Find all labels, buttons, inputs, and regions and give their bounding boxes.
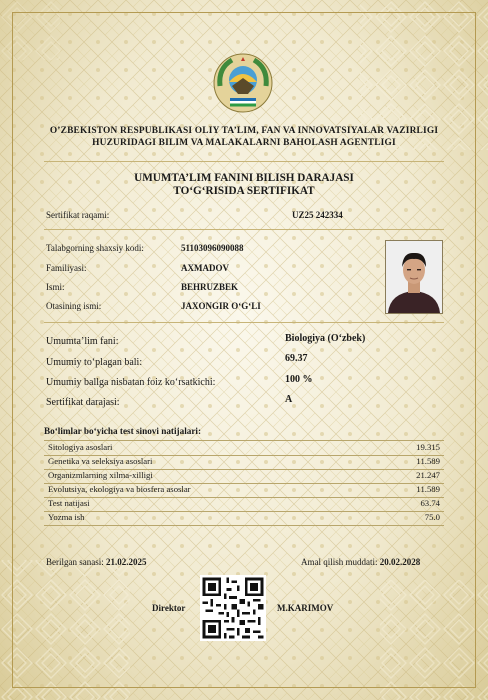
- table-row: [44, 455, 444, 469]
- valid-until-label: Amal qilish muddati:: [301, 557, 378, 567]
- divider: [44, 322, 444, 323]
- section-name: Yozma ish: [48, 512, 85, 522]
- percent-label: Umumiy ballga nisbatan foiz ko‘rsatkichi:: [46, 377, 216, 388]
- certificate-level-label: Sertifikat darajasi:: [46, 397, 120, 408]
- patronymic-value: JAXONGIR O‘G‘LI: [181, 301, 261, 311]
- valid-until-value: 20.02.2028: [379, 557, 421, 567]
- agency-name-line2: HUZURIDAGI BILIM VA MALAKALARNI BAHOLASH AGENTLIGI: [92, 138, 396, 148]
- personal-code-label: Talabgorning shaxsiy kodi:: [46, 243, 144, 253]
- certificate-title-line1: UMUMTA’LIM FANINI BILISH DARAJASI: [134, 172, 354, 184]
- table-row: [44, 497, 444, 511]
- table-row: [44, 511, 444, 525]
- table-row: [44, 483, 444, 497]
- patronymic-label: Otasining ismi:: [46, 301, 102, 311]
- table-row: [44, 469, 444, 483]
- section-name: Genetika va seleksiya asoslari: [48, 456, 153, 466]
- state-emblem-icon: [212, 52, 274, 114]
- percent-value: 100 %: [285, 374, 313, 385]
- section-name: Sitologiya asoslari: [48, 442, 113, 452]
- certificate-title-line2: TO‘G‘RISIDA SERTIFIKAT: [173, 185, 315, 197]
- table-row: [44, 441, 444, 455]
- section-score: 21.247: [416, 470, 440, 480]
- surname-label: Familiyasi:: [46, 263, 87, 273]
- holder-photo: [385, 240, 443, 314]
- issued-date-label: Berilgan sanasi:: [46, 557, 104, 567]
- certificate-number-value: UZ25 242334: [292, 210, 343, 220]
- valid-until: [301, 557, 420, 567]
- issued-date-value: 21.02.2025: [106, 557, 147, 567]
- issued-date: [46, 557, 147, 567]
- section-score: 75.0: [424, 512, 440, 522]
- subject-value: Biologiya (O‘zbek): [285, 333, 366, 344]
- divider: [44, 229, 444, 230]
- subject-label: Umumta’lim fani:: [46, 336, 119, 347]
- section-score: 11.589: [416, 456, 440, 466]
- certificate-number-label: Sertifikat raqami:: [46, 210, 110, 220]
- table-bottom-rule: [44, 525, 444, 526]
- section-score: 19.315: [416, 442, 440, 452]
- director-name: M.KARIMOV: [277, 603, 334, 613]
- total-score-value: 69.37: [285, 353, 308, 364]
- section-name: Organizmlarning xilma-xilligi: [48, 470, 153, 480]
- director-label: Direktor: [152, 603, 186, 613]
- agency-name-line1: O’ZBEKISTON RESPUBLIKASI OLIY TA’LIM, FAN VA INNOVATSIYALAR VAZIRLIGI: [49, 126, 439, 136]
- section-results-title: Bo‘limlar bo‘yicha test sinovi natijalari:: [44, 426, 202, 436]
- certificate-level-value: A: [285, 394, 293, 405]
- section-score: 11.589: [416, 484, 440, 494]
- first-name-value: BEHRUZBEK: [181, 282, 239, 292]
- first-name-label: Ismi:: [46, 282, 65, 292]
- section-name: Evolutsiya, ekologiya va biosfera asoslar: [48, 484, 191, 494]
- divider: [44, 161, 444, 162]
- surname-value: AXMADOV: [181, 263, 229, 273]
- section-score: 63.74: [420, 498, 440, 508]
- total-score-label: Umumiy to‘plagan bali:: [46, 357, 143, 368]
- personal-code-value: 51103096090088: [181, 243, 244, 253]
- qr-code-icon[interactable]: [200, 575, 266, 641]
- section-name: Test natijasi: [48, 498, 90, 508]
